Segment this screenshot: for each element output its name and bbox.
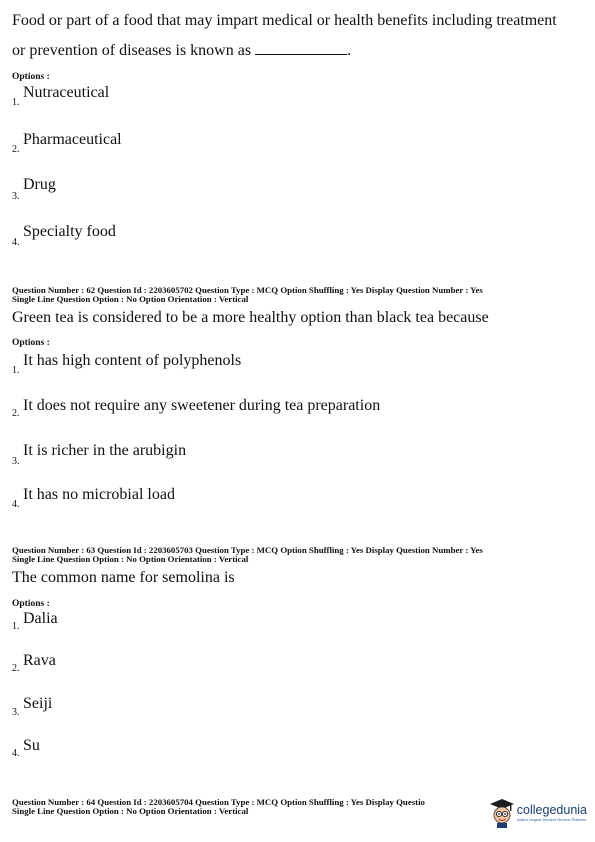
question-62-meta-line1: Question Number : 62 Question Id : 2203605702 Question Type : MCQ Option Shuffling : Yes Display Question Number : Yes bbox=[12, 285, 483, 295]
option-number: 2. bbox=[12, 663, 20, 674]
option-label: Nutraceutical bbox=[23, 84, 110, 101]
logo-tagline: India's largest Student Review Platform bbox=[516, 817, 587, 822]
options-label: Options : bbox=[12, 599, 50, 609]
question-61-text-line2-prefix: or prevention of diseases is known as bbox=[12, 42, 252, 59]
option-number: 3. bbox=[12, 191, 20, 202]
question-61-text-line2 bbox=[12, 42, 351, 60]
options-label: Options : bbox=[12, 72, 50, 82]
option-label: It is richer in the arubigin bbox=[23, 442, 187, 459]
question-62-meta-line2: Single Line Question Option : No Option Orientation : Vertical bbox=[12, 294, 249, 304]
option-label: Su bbox=[23, 737, 40, 754]
option-label: Rava bbox=[23, 652, 56, 669]
option-number: 3. bbox=[12, 707, 20, 718]
option-number: 3. bbox=[12, 456, 20, 467]
options-label: Options : bbox=[12, 338, 50, 348]
option-number: 4. bbox=[12, 748, 20, 759]
option-label: Dalia bbox=[23, 610, 58, 627]
question-62-text: Green tea is considered to be a more healthy option than black tea because bbox=[12, 309, 489, 326]
question-64-meta-line2: Single Line Question Option : No Option Orientation : Vertical bbox=[12, 806, 249, 816]
option-label: It has no microbial load bbox=[23, 486, 175, 503]
option-label: It has high content of polyphenols bbox=[23, 352, 242, 369]
mascot-icon bbox=[489, 798, 515, 828]
option-number: 1. bbox=[12, 621, 20, 632]
logo-brand-text: collegedunia bbox=[516, 803, 587, 817]
option-number: 4. bbox=[12, 499, 20, 510]
question-61-text-line2-suffix: . bbox=[347, 42, 352, 59]
option-number: 2. bbox=[12, 408, 20, 419]
option-label: Specialty food bbox=[23, 223, 116, 240]
question-63-text: The common name for semolina is bbox=[12, 569, 235, 586]
question-61-text-line1: Food or part of a food that may impart medical or health benefits including treatment bbox=[12, 12, 557, 29]
option-label: It does not require any sweetener during tea preparation bbox=[23, 397, 381, 414]
option-label: Drug bbox=[23, 176, 56, 193]
fill-in-blank bbox=[255, 42, 347, 55]
option-number: 1. bbox=[12, 97, 20, 108]
option-number: 4. bbox=[12, 237, 20, 248]
option-label: Pharmaceutical bbox=[23, 131, 122, 148]
question-63-meta-line1: Question Number : 63 Question Id : 2203605703 Question Type : MCQ Option Shuffling : Yes Display Question Number : Yes bbox=[12, 545, 483, 555]
option-number: 2. bbox=[12, 144, 20, 155]
question-64-meta-line1: Question Number : 64 Question Id : 2203605704 Question Type : MCQ Option Shuffling : Yes Display Questio bbox=[12, 797, 425, 807]
question-63-meta-line2: Single Line Question Option : No Option Orientation : Vertical bbox=[12, 554, 249, 564]
option-label: Seiji bbox=[23, 695, 53, 712]
option-number: 1. bbox=[12, 365, 20, 376]
collegedunia-logo bbox=[489, 798, 587, 828]
